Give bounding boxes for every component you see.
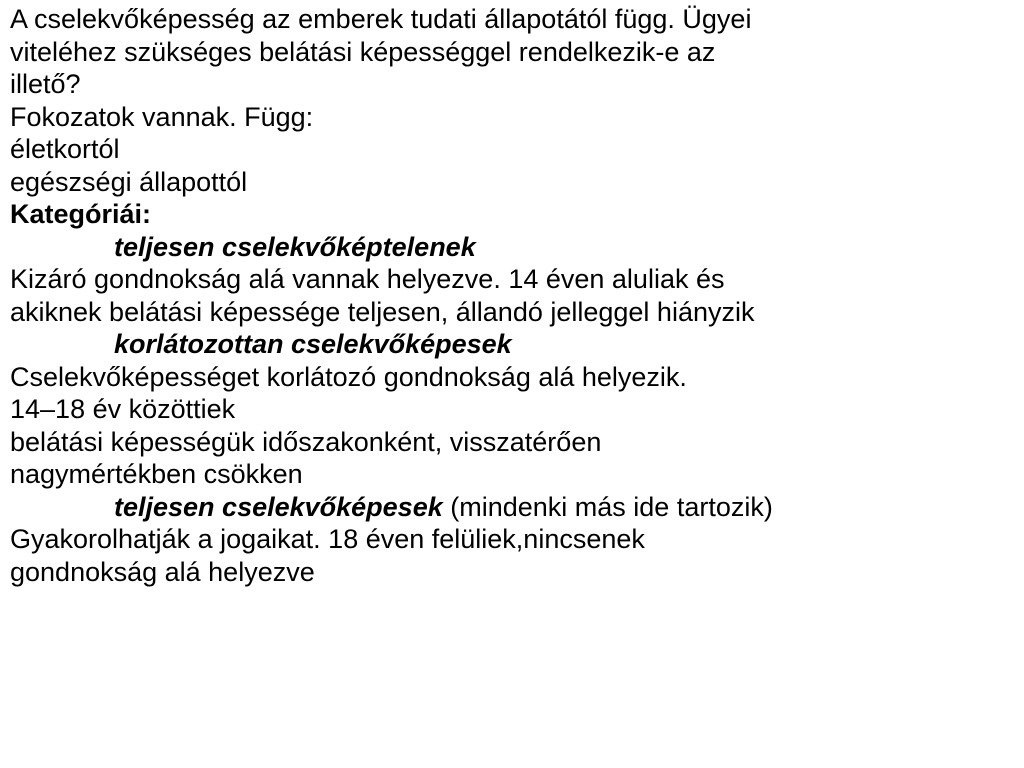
intro-line: viteléhez szükséges belátási képességgel rendelkezik-e az xyxy=(10,36,716,67)
slide-body xyxy=(10,3,1014,588)
category-term: korlátozottan cselekvőképesek xyxy=(114,329,512,359)
intro-line: A cselekvőképesség az emberek tudati állapotától függ. Ügyei xyxy=(10,4,752,34)
category-term: teljesen cselekvőképesek xyxy=(114,491,443,522)
category-description-line: akiknek belátási képessége teljesen, állandó jelleggel hiányzik xyxy=(10,296,755,327)
category-note: (mindenki más ide tartozik) xyxy=(442,491,773,522)
category-description-line: nagymértékben csökken xyxy=(10,459,303,489)
category-description-line: gondnokság alá helyezve xyxy=(10,556,315,587)
category-term: teljesen cselekvőképtelenek xyxy=(114,231,476,262)
category-description-line: 14–18 év közöttiek xyxy=(10,394,236,424)
category-title xyxy=(10,491,1014,524)
intro-line: illető? xyxy=(10,69,81,99)
category-title xyxy=(10,328,1014,361)
levels-item: életkortól xyxy=(10,134,120,164)
category-description-line: belátási képességük időszakonként, visszatérően xyxy=(10,426,602,457)
categories-heading: Kategóriái: xyxy=(10,199,152,229)
category-description-line: Kizáró gondnokság alá vannak helyezve. 14 éven aluliak és xyxy=(10,264,725,294)
levels-heading: Fokozatok vannak. Függ: xyxy=(10,101,314,132)
category-title xyxy=(10,231,1014,264)
category-description-line: Cselekvőképességet korlátozó gondnokság alá helyezik. xyxy=(10,361,687,392)
category-description-line: Gyakorolhatják a jogaikat. 18 éven felüliek,nincsenek xyxy=(10,524,645,554)
levels-item: egészségi állapottól xyxy=(10,166,248,197)
